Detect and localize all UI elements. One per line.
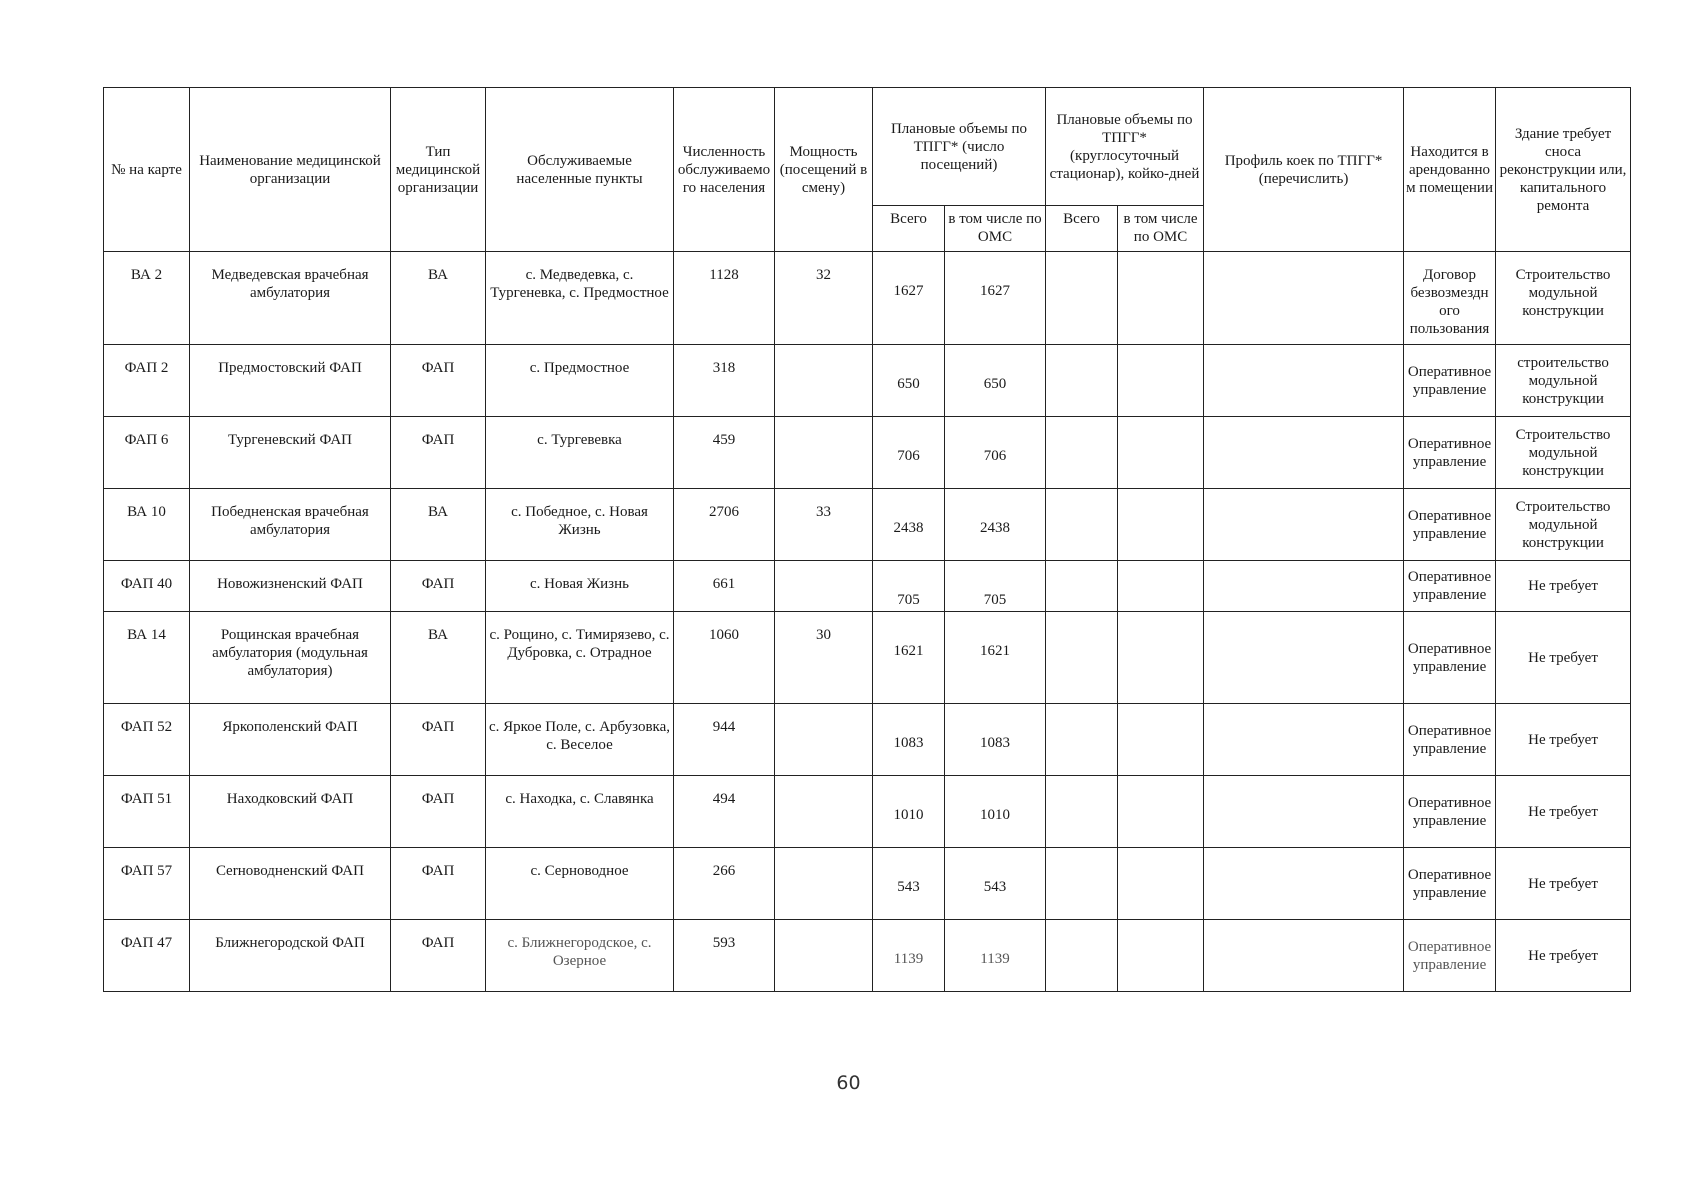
cell-org-type: ВА	[391, 252, 486, 345]
cell-org-name: Сerноводненский ФАП	[190, 848, 391, 920]
cell-population: 1060	[674, 612, 775, 704]
cell-building: Не требует	[1496, 776, 1631, 848]
cell-settlements: с. Серноводное	[486, 848, 674, 920]
header-org-name: Наименование медицинской организации	[190, 88, 391, 252]
cell-map-no: ВА 10	[104, 489, 190, 561]
cell-bed-profile	[1204, 561, 1404, 612]
cell-building: Строительство модульной конструкции	[1496, 489, 1631, 561]
cell-org-name: Находковский ФАП	[190, 776, 391, 848]
cell-settlements: с. Медведевка, с. Тургеневка, с. Предмостное	[486, 252, 674, 345]
cell-org-type: ВА	[391, 612, 486, 704]
cell-org-type: ФАП	[391, 561, 486, 612]
cell-visits-oms: 2438	[945, 489, 1046, 561]
cell-beds-total	[1046, 704, 1118, 776]
cell-beds-oms	[1118, 848, 1204, 920]
header-beds-group: Плановые объемы по ТПГГ* (круглосуточный стационар), койко-дней	[1046, 88, 1204, 206]
cell-bed-profile	[1204, 704, 1404, 776]
cell-visits-oms: 1621	[945, 612, 1046, 704]
cell-settlements: с. Новая Жизнь	[486, 561, 674, 612]
cell-capacity	[775, 345, 873, 417]
cell-rented: Оперативное управление	[1404, 561, 1496, 612]
cell-org-name: Медведевская врачебная амбулатория	[190, 252, 391, 345]
cell-settlements: с. Победное, с. Новая Жизнь	[486, 489, 674, 561]
cell-building: Не требует	[1496, 704, 1631, 776]
cell-settlements: с. Яркое Поле, с. Арбузовка, с. Веселое	[486, 704, 674, 776]
cell-capacity	[775, 561, 873, 612]
cell-settlements: с. Находка, с. Славянка	[486, 776, 674, 848]
cell-rented: Оперативное управление	[1404, 612, 1496, 704]
header-settlements: Обслуживаемые населенные пункты	[486, 88, 674, 252]
cell-visits-oms: 706	[945, 417, 1046, 489]
cell-map-no: ВА 14	[104, 612, 190, 704]
cell-population: 2706	[674, 489, 775, 561]
header-capacity: Мощность (посещений в смену)	[775, 88, 873, 252]
cell-capacity	[775, 920, 873, 992]
cell-settlements: с. Рощино, с. Тимирязево, с. Дубровка, с. Отрадное	[486, 612, 674, 704]
cell-map-no: ФАП 51	[104, 776, 190, 848]
cell-building: Не требует	[1496, 920, 1631, 992]
cell-building: Строительство модульной конструкции	[1496, 252, 1631, 345]
cell-visits-total: 2438	[873, 489, 945, 561]
cell-beds-oms	[1118, 345, 1204, 417]
cell-capacity	[775, 417, 873, 489]
cell-bed-profile	[1204, 848, 1404, 920]
cell-population: 494	[674, 776, 775, 848]
cell-beds-total	[1046, 252, 1118, 345]
header-visits-group: Плановые объемы по ТПГГ* (число посещений)	[873, 88, 1046, 206]
cell-population: 266	[674, 848, 775, 920]
cell-org-name: Предмостовский ФАП	[190, 345, 391, 417]
cell-org-name: Тургеневский ФАП	[190, 417, 391, 489]
cell-capacity	[775, 776, 873, 848]
cell-beds-oms	[1118, 417, 1204, 489]
cell-population: 593	[674, 920, 775, 992]
cell-visits-total: 1083	[873, 704, 945, 776]
cell-rented: Оперативное управление	[1404, 489, 1496, 561]
cell-visits-total: 1010	[873, 776, 945, 848]
cell-building: строительство модульной конструкции	[1496, 345, 1631, 417]
cell-org-name: Рощинская врачебная амбулатория (модульная амбулатория)	[190, 612, 391, 704]
cell-visits-oms: 705	[945, 561, 1046, 612]
cell-rented: Оперативное управление	[1404, 920, 1496, 992]
cell-visits-total: 1627	[873, 252, 945, 345]
cell-org-name: Яркополенский ФАП	[190, 704, 391, 776]
cell-org-name: Новожизненский ФАП	[190, 561, 391, 612]
header-visits-total: Всего	[873, 206, 945, 252]
header-bed-profile: Профиль коек по ТПГГ* (перечислить)	[1204, 88, 1404, 252]
cell-visits-total: 543	[873, 848, 945, 920]
cell-rented: Оперативное управление	[1404, 776, 1496, 848]
table-row	[104, 345, 1631, 417]
table-row	[104, 704, 1631, 776]
cell-capacity: 30	[775, 612, 873, 704]
header-beds-oms: в том числе по ОМС	[1118, 206, 1204, 252]
cell-capacity: 32	[775, 252, 873, 345]
cell-org-type: ФАП	[391, 704, 486, 776]
cell-beds-oms	[1118, 612, 1204, 704]
header-map-no: № на карте	[104, 88, 190, 252]
cell-population: 1128	[674, 252, 775, 345]
cell-visits-total: 706	[873, 417, 945, 489]
facilities-table	[103, 87, 1631, 992]
cell-rented: Оперативное управление	[1404, 704, 1496, 776]
cell-beds-oms	[1118, 704, 1204, 776]
cell-bed-profile	[1204, 345, 1404, 417]
cell-org-type: ФАП	[391, 345, 486, 417]
cell-beds-oms	[1118, 489, 1204, 561]
cell-map-no: ФАП 47	[104, 920, 190, 992]
header-rented: Находится в арендованном помещении	[1404, 88, 1496, 252]
cell-visits-oms: 543	[945, 848, 1046, 920]
cell-visits-oms: 650	[945, 345, 1046, 417]
cell-capacity	[775, 848, 873, 920]
cell-org-name: Победненская врачебная амбулатория	[190, 489, 391, 561]
cell-settlements: с. Тургевевка	[486, 417, 674, 489]
cell-bed-profile	[1204, 417, 1404, 489]
cell-population: 318	[674, 345, 775, 417]
header-org-type: Тип медицинской организации	[391, 88, 486, 252]
cell-beds-oms	[1118, 252, 1204, 345]
cell-beds-oms	[1118, 920, 1204, 992]
cell-org-name: Ближнегородской ФАП	[190, 920, 391, 992]
cell-beds-total	[1046, 848, 1118, 920]
table-row	[104, 848, 1631, 920]
cell-rented: Оперативное управление	[1404, 345, 1496, 417]
cell-bed-profile	[1204, 776, 1404, 848]
table-row	[104, 417, 1631, 489]
cell-visits-total: 650	[873, 345, 945, 417]
cell-bed-profile	[1204, 612, 1404, 704]
cell-beds-oms	[1118, 561, 1204, 612]
cell-population: 661	[674, 561, 775, 612]
cell-beds-total	[1046, 920, 1118, 992]
table-row	[104, 489, 1631, 561]
header-building: Здание требует сноса реконструкции или, капитального ремонта	[1496, 88, 1631, 252]
cell-rented: Оперативное управление	[1404, 848, 1496, 920]
cell-population: 459	[674, 417, 775, 489]
cell-map-no: ФАП 40	[104, 561, 190, 612]
cell-bed-profile	[1204, 252, 1404, 345]
header-visits-oms: в том числе по ОМС	[945, 206, 1046, 252]
cell-org-type: ФАП	[391, 920, 486, 992]
cell-visits-total: 705	[873, 561, 945, 612]
table-row	[104, 561, 1631, 612]
cell-population: 944	[674, 704, 775, 776]
cell-visits-oms: 1010	[945, 776, 1046, 848]
cell-settlements: с. Ближнегородское, с. Озерное	[486, 920, 674, 992]
cell-beds-total	[1046, 561, 1118, 612]
cell-map-no: ФАП 52	[104, 704, 190, 776]
cell-map-no: ФАП 2	[104, 345, 190, 417]
header-beds-total: Всего	[1046, 206, 1118, 252]
cell-capacity	[775, 704, 873, 776]
cell-map-no: ФАП 57	[104, 848, 190, 920]
cell-capacity: 33	[775, 489, 873, 561]
cell-visits-oms: 1627	[945, 252, 1046, 345]
facilities-table-sheet	[103, 87, 1630, 992]
cell-beds-total	[1046, 417, 1118, 489]
cell-building: Не требует	[1496, 848, 1631, 920]
cell-beds-total	[1046, 489, 1118, 561]
header-population: Численность обслуживаемого населения	[674, 88, 775, 252]
cell-bed-profile	[1204, 920, 1404, 992]
cell-beds-oms	[1118, 776, 1204, 848]
cell-map-no: ВА 2	[104, 252, 190, 345]
cell-building: Строительство модульной конструкции	[1496, 417, 1631, 489]
cell-beds-total	[1046, 345, 1118, 417]
cell-building: Не требует	[1496, 561, 1631, 612]
table-row	[104, 612, 1631, 704]
cell-org-type: ФАП	[391, 776, 486, 848]
cell-visits-total: 1139	[873, 920, 945, 992]
cell-visits-total: 1621	[873, 612, 945, 704]
cell-bed-profile	[1204, 489, 1404, 561]
cell-visits-oms: 1083	[945, 704, 1046, 776]
cell-org-type: ВА	[391, 489, 486, 561]
cell-org-type: ФАП	[391, 417, 486, 489]
cell-settlements: с. Предмостное	[486, 345, 674, 417]
cell-visits-oms: 1139	[945, 920, 1046, 992]
table-row	[104, 920, 1631, 992]
cell-building: Не требует	[1496, 612, 1631, 704]
cell-beds-total	[1046, 776, 1118, 848]
cell-org-type: ФАП	[391, 848, 486, 920]
table-row	[104, 776, 1631, 848]
page-number: 60	[836, 1072, 861, 1094]
cell-rented: Договор безвозмездного пользования	[1404, 252, 1496, 345]
table-row	[104, 252, 1631, 345]
cell-rented: Оперативное управление	[1404, 417, 1496, 489]
cell-beds-total	[1046, 612, 1118, 704]
cell-map-no: ФАП 6	[104, 417, 190, 489]
